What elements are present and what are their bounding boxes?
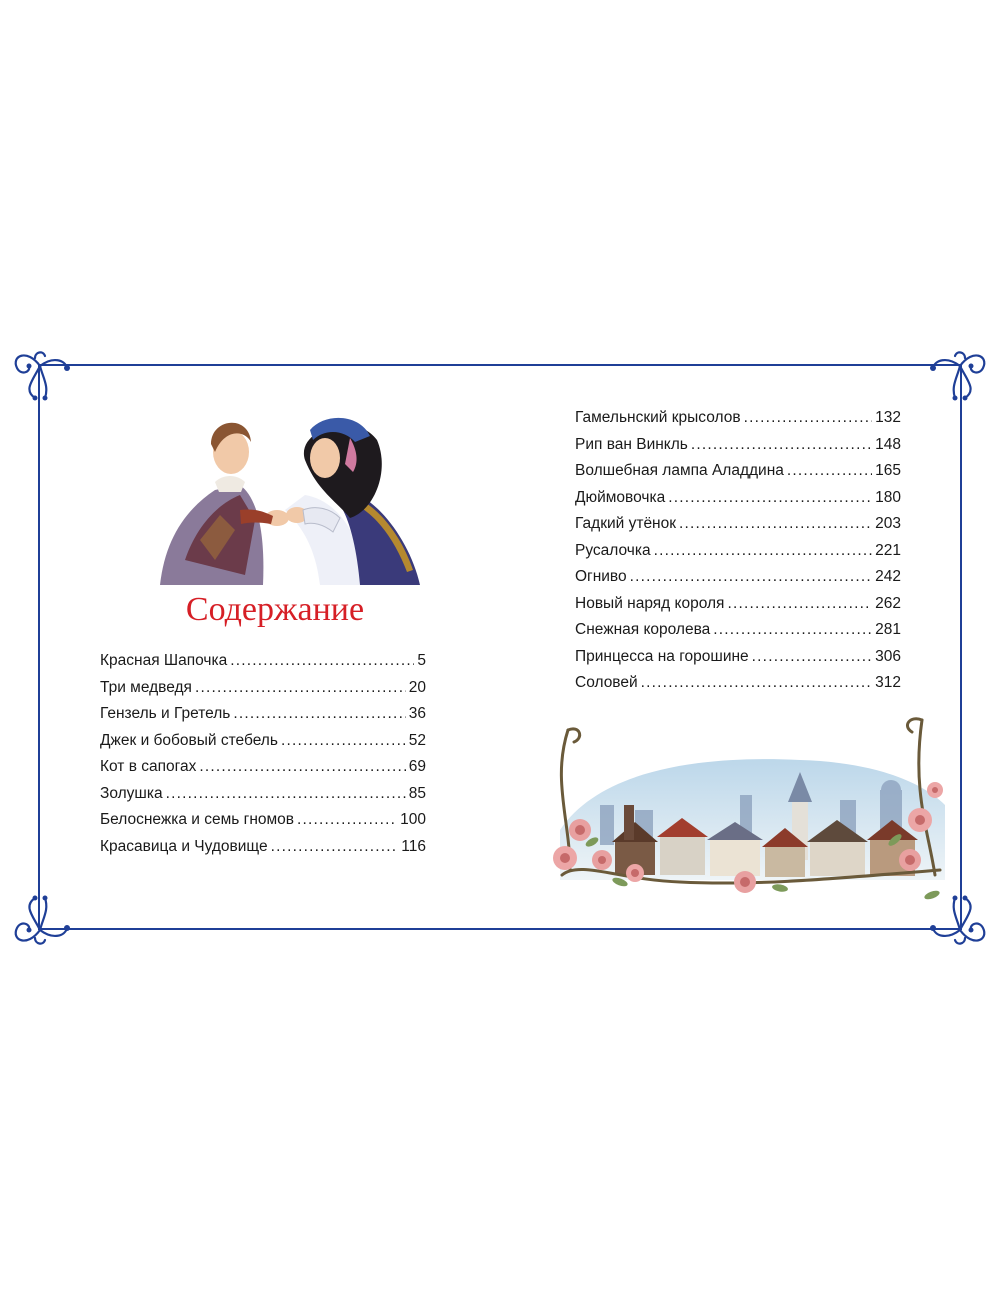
- toc-entry: [100, 648, 426, 675]
- toc-entry: [100, 728, 426, 755]
- toc-dot-leader: [654, 538, 873, 565]
- toc-entry-title: Гензель и Гретель: [100, 705, 231, 722]
- toc-entry: [100, 675, 426, 702]
- toc-entry-title: Гадкий утёнок: [575, 515, 677, 532]
- toc-dot-leader: [691, 432, 872, 459]
- toc-entry-title: Дюймовочка: [575, 488, 666, 506]
- toc-dot-leader: [230, 648, 414, 675]
- toc-entry-page: 132: [875, 409, 901, 426]
- toc-entry-page: 100: [400, 811, 426, 828]
- toc-dot-leader: [166, 781, 406, 808]
- toc-entry-page: 116: [401, 837, 426, 855]
- toc-entry-page: 69: [408, 758, 426, 775]
- corner-ornament-bottom-left-icon: [5, 888, 75, 958]
- toc-entry: [575, 511, 901, 538]
- toc-entry: [575, 432, 901, 459]
- toc-entry-title: Кот в сапогах: [100, 758, 197, 775]
- toc-entry: [575, 617, 901, 644]
- toc-entry-page: 262: [875, 594, 901, 612]
- toc-title: Содержание: [185, 591, 365, 628]
- toc-entry: [575, 538, 901, 565]
- toc-entry: [575, 644, 901, 671]
- toc-entry-page: 242: [875, 568, 901, 585]
- toc-entry-title: Русалочка: [575, 541, 651, 559]
- corner-ornament-top-left-icon: [5, 338, 75, 408]
- toc-dot-leader: [195, 675, 406, 702]
- toc-dot-leader: [297, 807, 397, 834]
- toc-entry-title: Рип ван Винкль: [575, 435, 688, 453]
- toc-entry-page: 281: [875, 621, 901, 638]
- toc-entry: [100, 807, 426, 834]
- toc-entry: [575, 485, 901, 512]
- toc-entry: [575, 564, 901, 591]
- toc-dot-leader: [679, 511, 872, 538]
- toc-dot-leader: [630, 564, 873, 591]
- toc-entry-title: Красавица и Чудовище: [100, 837, 268, 855]
- toc-entry-title: Золушка: [100, 784, 163, 802]
- toc-entry-page: 306: [875, 647, 901, 665]
- prince-and-princess-illustration: [145, 400, 445, 590]
- toc-entry-title: Три медведя: [100, 678, 192, 696]
- toc-entry-title: Волшебная лампа Аладдина: [575, 462, 784, 479]
- toc-dot-leader: [271, 834, 399, 861]
- toc-entry-page: 5: [417, 652, 426, 669]
- toc-entry-title: Новый наряд короля: [575, 594, 725, 612]
- toc-entry-title: Снежная королева: [575, 621, 711, 638]
- toc-dot-leader: [281, 728, 406, 755]
- toc-entry: [575, 405, 901, 432]
- toc-entry-title: Принцесса на горошине: [575, 647, 749, 665]
- toc-entry-page: 20: [408, 678, 426, 696]
- toc-dot-leader: [752, 644, 872, 671]
- toc-entry: [100, 701, 426, 728]
- toc-entry-title: Красная Шапочка: [100, 652, 228, 669]
- toc-entry-page: 85: [408, 784, 426, 802]
- toc-dot-leader: [233, 701, 405, 728]
- toc-entry-page: 148: [875, 435, 901, 453]
- toc-entry-page: 165: [875, 462, 901, 479]
- toc-dot-leader: [668, 485, 872, 512]
- toc-entry-title: Белоснежка и семь гномов: [100, 811, 295, 828]
- toc-left-column: [100, 648, 426, 860]
- toc-entry: [100, 781, 426, 808]
- toc-entry-page: 203: [875, 515, 901, 532]
- toc-entry-page: 312: [875, 674, 901, 691]
- old-town-roses-illustration: [540, 710, 960, 915]
- toc-entry-page: 180: [875, 488, 901, 506]
- toc-entry: [575, 670, 901, 697]
- toc-dot-leader: [713, 617, 872, 644]
- toc-right-column: [575, 405, 901, 697]
- toc-entry-title: Огниво: [575, 568, 627, 585]
- toc-dot-leader: [744, 405, 873, 432]
- toc-entry-page: 221: [875, 541, 901, 559]
- toc-entry: [100, 754, 426, 781]
- toc-entry: [100, 834, 426, 861]
- toc-entry-title: Соловей: [575, 674, 638, 691]
- toc-entry-title: Джек и бобовый стебель: [100, 731, 278, 749]
- toc-entry-title: Гамельнский крысолов: [575, 409, 741, 426]
- toc-entry: [575, 591, 901, 618]
- toc-entry-page: 36: [408, 705, 426, 722]
- toc-entry: [575, 458, 901, 485]
- toc-dot-leader: [641, 670, 872, 697]
- toc-dot-leader: [199, 754, 405, 781]
- toc-entry-page: 52: [408, 731, 426, 749]
- toc-dot-leader: [787, 458, 872, 485]
- toc-dot-leader: [727, 591, 872, 618]
- corner-ornament-top-right-icon: [925, 338, 995, 408]
